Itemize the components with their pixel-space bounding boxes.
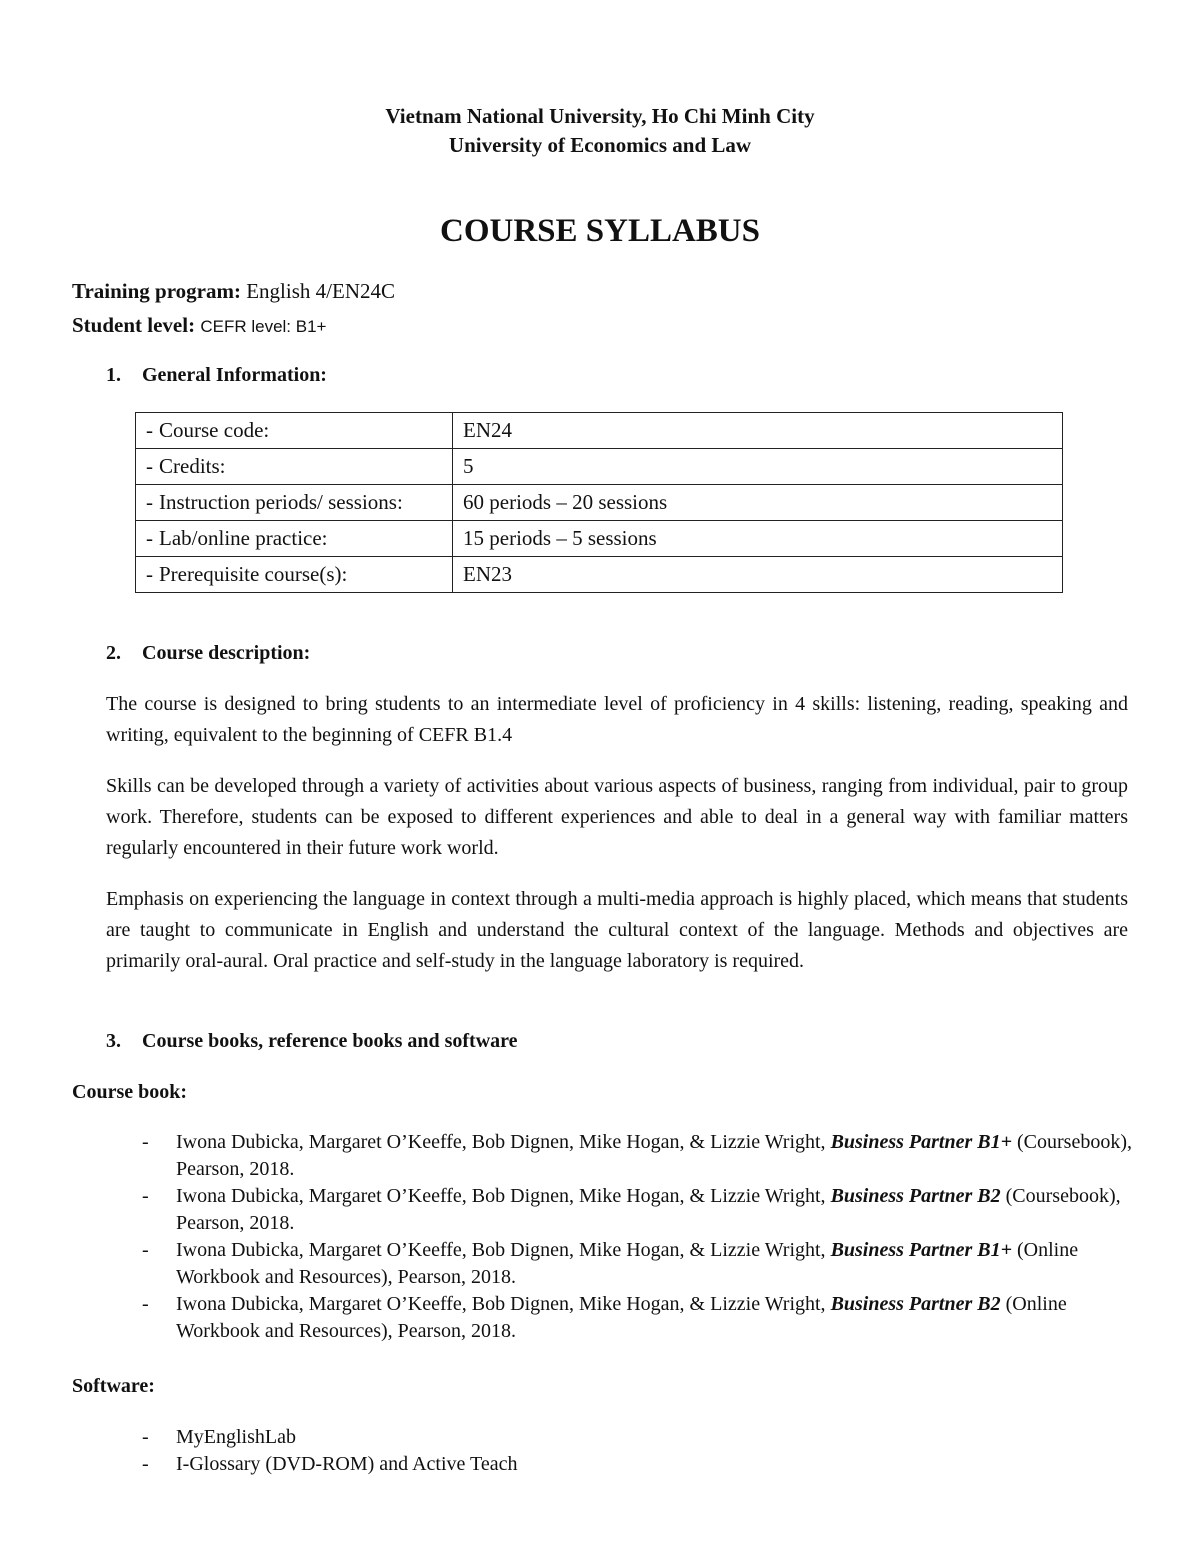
student-level-value: CEFR level: B1+	[200, 317, 327, 336]
row-dash: -	[146, 454, 153, 478]
section-title: Course description:	[142, 642, 311, 664]
book-authors: Iwona Dubicka, Margaret O’Keeffe, Bob Dignen, Mike Hogan, & Lizzie Wright,	[176, 1131, 826, 1153]
section-title: Course books, reference books and software	[142, 1030, 518, 1052]
info-label: Lab/online practice:	[159, 526, 328, 550]
list-item	[142, 1183, 1132, 1237]
book-authors: Iwona Dubicka, Margaret O’Keeffe, Bob Dignen, Mike Hogan, & Lizzie Wright,	[176, 1185, 826, 1207]
course-book-list	[142, 1129, 1132, 1345]
info-value-cell	[453, 557, 1063, 593]
page-title: COURSE SYLLABUS	[439, 213, 760, 249]
info-value-cell	[453, 485, 1063, 521]
info-label-cell	[136, 413, 453, 449]
course-book-heading: Course book:	[72, 1081, 188, 1103]
student-level-line: Student level: CEFR level: B1+	[72, 313, 327, 337]
software-list	[142, 1424, 1132, 1478]
software-name: MyEnglishLab	[176, 1426, 296, 1448]
list-dash: -	[142, 1131, 149, 1153]
section-heading-books	[106, 1030, 518, 1053]
table-row	[136, 485, 1063, 521]
list-dash: -	[142, 1293, 149, 1315]
info-label-cell	[136, 557, 453, 593]
info-label: Credits:	[159, 454, 226, 478]
info-label-cell	[136, 449, 453, 485]
book-authors: Iwona Dubicka, Margaret O’Keeffe, Bob Dignen, Mike Hogan, & Lizzie Wright,	[176, 1293, 826, 1315]
list-item	[142, 1129, 1132, 1183]
training-program-value: English 4/EN24C	[246, 279, 395, 303]
description-paragraph: The course is designed to bring students to an intermediate level of proficiency in 4 skills: listening, reading, speaking and writing, equivalent to the beginning of CEFR B1.4	[106, 693, 1128, 746]
info-label: Prerequisite course(s):	[159, 562, 348, 586]
info-value-cell	[453, 413, 1063, 449]
list-item	[142, 1424, 1132, 1451]
student-level-label: Student level	[72, 313, 189, 337]
info-value-cell	[453, 449, 1063, 485]
faculty-name: University of Economics and Law	[448, 133, 752, 157]
list-item	[142, 1451, 1132, 1478]
description-paragraph: Skills can be developed through a variety of activities about various aspects of business, ranging from individual, pair to group work. Therefore, students can be exposed to different experiences and able to deal in a general way with familiar matters regularly encountered in their future work world.	[106, 775, 1128, 859]
training-program-line: Training program: English 4/EN24C	[72, 279, 395, 303]
book-edition: (Online Workbook and Resources), Pearson, 2018.	[176, 1293, 1067, 1342]
info-value: 60 periods – 20 sessions	[463, 490, 668, 514]
list-dash: -	[142, 1426, 149, 1448]
book-edition: (Online Workbook and Resources), Pearson, 2018.	[176, 1239, 1079, 1288]
row-dash: -	[146, 562, 153, 586]
section-heading-general	[106, 364, 327, 387]
general-info-table	[135, 412, 1063, 593]
list-dash: -	[142, 1239, 149, 1261]
info-label-cell	[136, 485, 453, 521]
section-number: 1.	[106, 364, 121, 386]
section-title: General Information:	[142, 364, 327, 386]
row-dash: -	[146, 490, 153, 514]
book-title: Business Partner B1+	[830, 1239, 1013, 1261]
table-row	[136, 449, 1063, 485]
university-name: Vietnam National University, Ho Chi Minh City	[385, 104, 815, 128]
list-dash: -	[142, 1453, 149, 1475]
row-dash: -	[146, 418, 153, 442]
info-label-cell	[136, 521, 453, 557]
info-label: Course code:	[159, 418, 270, 442]
book-title: Business Partner B1+	[830, 1131, 1013, 1153]
list-item	[142, 1237, 1132, 1291]
list-item	[142, 1291, 1132, 1345]
description-paragraph: Emphasis on experiencing the language in context through a multi-media approach is highly placed, which means that students are taught to communicate in English and understand the cultural context of the language. Methods and objectives are primarily oral-aural. Oral practice and self-study in the language laboratory is required.	[106, 888, 1128, 972]
row-dash: -	[146, 526, 153, 550]
book-title: Business Partner B2	[830, 1185, 1001, 1207]
table-row	[136, 521, 1063, 557]
book-edition: (Coursebook), Pearson, 2018.	[176, 1185, 1121, 1234]
book-title: Business Partner B2	[830, 1293, 1001, 1315]
section-number: 2.	[106, 642, 121, 664]
table-row	[136, 557, 1063, 593]
list-dash: -	[142, 1185, 149, 1207]
software-name: I-Glossary (DVD-ROM) and Active Teach	[176, 1453, 518, 1475]
info-value: 5	[463, 454, 474, 478]
info-value: EN24	[463, 418, 512, 442]
section-number: 3.	[106, 1030, 121, 1052]
book-edition: (Coursebook), Pearson, 2018.	[176, 1131, 1132, 1180]
info-value-cell	[453, 521, 1063, 557]
software-heading: Software:	[72, 1375, 155, 1397]
training-program-label: Training program	[72, 279, 234, 303]
info-value: 15 periods – 5 sessions	[463, 526, 657, 550]
info-label: Instruction periods/ sessions:	[159, 490, 403, 514]
section-heading-description	[106, 642, 310, 665]
info-value: EN23	[463, 562, 512, 586]
book-authors: Iwona Dubicka, Margaret O’Keeffe, Bob Dignen, Mike Hogan, & Lizzie Wright,	[176, 1239, 826, 1261]
table-row	[136, 413, 1063, 449]
